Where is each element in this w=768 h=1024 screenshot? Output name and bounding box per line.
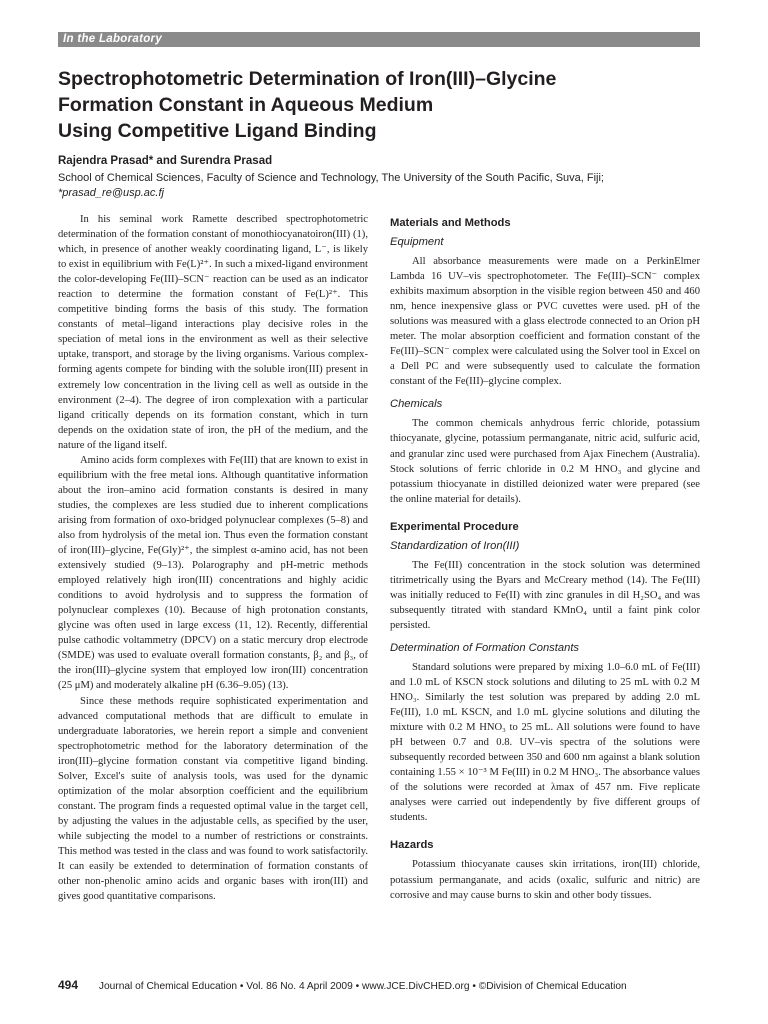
hazards-paragraph: Potassium thiocyanate causes skin irritations, iron(III) chloride, potassium permanganate, and acids (oxalic, sulfuric and nitric) are corrosive and may cause burns to skin and other body tissues. — [390, 859, 700, 901]
intro-paragraph-1: In his seminal work Ramette described spectrophotometric determination of the formation constant of monothiocyanatoiron(III) (1), which, in presence of another weakly coordinating ligand, L⁻, is likely to exist in equilibrium with Fe(L)²⁺. In such a mixed-ligand environment the color-developing Fe(III)–SCN⁻ reaction can be used as an indicator reaction to determine the formation constant of Fe(L)²⁺. This competitive binding forms the basis of this study. The formation constants of metal–ligand interactions play decisive roles in the speciation of metal ions in the environment as well as their selective uptake, transport, and storage by the living organisms. Various complex-forming agents compete for binding with the soluble iron(III) present in extremely low concentration in the living cell as well as outside in the environment (2–4). The degree of iron complexation with a particular ligand critically depends on its formation constant, which in turn depends on the oxidation state of iron, the pH of the medium, and the nature of the ligand itself. — [58, 214, 368, 451]
chemicals-paragraph: The common chemicals anhydrous ferric chloride, potassium thiocyanate, glycine, potassium permanganate, nitric acid, sulfuric acid, and granular zinc used were purchased from Ajax Finechem (Australia). Stock solutions of ferric chloride in 0.2 M HNO₃ and glycine and potassium thiocyanate in distilled deionized water were prepared (see the online material for details). — [390, 418, 700, 505]
equipment-paragraph: All absorbance measurements were made on a PerkinElmer Lambda 16 UV–vis spectrophotometer. The Fe(III)–SCN⁻ complex exhibits maximum absorption in the visible region between 450 and 460 nm, hence inexpensive glass or PVC cuvettes were used. pH of the solutions was measured with a glass electrode connected to an Orion pH meter. The molar absorption coefficient and formation constant of the Fe(III)–SCN⁻ complex were calculated using the Solver tool in Excel on a Dell PC and were subsequently used to calculate the formation constant of the Fe(III)–glycine complex. — [390, 256, 700, 388]
right-column — [390, 216, 700, 903]
equipment-heading: Equipment — [390, 236, 444, 248]
chemicals-heading: Chemicals — [390, 398, 443, 411]
title-line-2: Formation Constant in Aqueous Medium — [58, 94, 434, 116]
page-number: 494 — [58, 978, 79, 992]
page-footer — [58, 978, 708, 994]
standardization-paragraph: The Fe(III) concentration in the stock solution was determined titrimetrically using the Byars and McCreary method (14). The Fe(III) was initially reduced to Fe(II) with zinc granules in dil H₂SO₄ and was subsequently titrated with standard KMnO₄ until a faint pink color persisted. — [390, 559, 700, 631]
affiliation-block — [58, 171, 708, 201]
experimental-heading: Experimental Procedure — [390, 520, 519, 533]
section-header-bar — [58, 32, 700, 47]
materials-heading: Materials and Methods — [390, 217, 511, 229]
author-email[interactable]: *prasad_re@usp.ac.fj — [58, 187, 164, 199]
affiliation: School of Chemical Sciences, Faculty of Science and Technology, The University of the South Pacific, Suva, Fiji; — [58, 172, 604, 184]
author-list: Rajendra Prasad* and Surendra Prasad — [58, 155, 273, 167]
article-title — [58, 66, 708, 144]
intro-paragraph-3: Since these methods require sophisticated experimentation and advanced computational methods that are difficult to emulate in undergraduate laboratories, we herein report a simple and convenient spectrophotometric method for the laboratory determination of the iron(III)–glycine formation constant via competitive ligand binding. Solver, Excel's suite of analysis tools, was used for the dynamic optimization of the molar absorption coefficient and the equilibrium constant. The program finds a requested optimal value in the target cell, by adjusting the values in the adjustable cells, as specified by the user, while subjecting the model to a number of restrictions or constraints. This method was tested in the class and was found to work satisfactorily. It can easily be extended to determination of formation constants of other non-phenolic amino acids and organic bases with iron(III) and gives good quantitative comparisons. — [58, 695, 368, 903]
standardization-heading: Standardization of Iron(III) — [390, 539, 520, 552]
hazards-heading: Hazards — [390, 839, 434, 852]
formation-constants-heading: Determination of Formation Constants — [390, 641, 580, 654]
journal-citation: Journal of Chemical Education • Vol. 86 No. 4 April 2009 • www.JCE.DivCHED.org • ©Division of Chemical Education — [98, 981, 627, 992]
title-line-3: Using Competitive Ligand Binding — [58, 120, 377, 142]
left-column — [58, 212, 368, 904]
section-label: In the Laboratory — [63, 33, 163, 45]
formation-constants-paragraph: Standard solutions were prepared by mixing 1.0–6.0 mL of Fe(III) and 1.0 mL of KSCN stock solutions and diluting to 25 mL with 0.2 M HNO₃. Similarly the test solution was prepared by adding 2.0 mL Fe(III), 1.0 mL KSCN, and 1.0 mL glycine solutions and diluting the mixture with 0.2 M HNO₃ to 25 mL. All solutions were found to have pH between 0.7 and 0.8. UV–vis spectra of the solutions were subsequently recorded between 350 and 600 nm against a blank solution containing 1.55 × 10⁻³ M Fe(III) in 0.2 M HNO₃. The absorbance values of the solutions were recorded at λmax of 457 nm. Five replicate analyses were carried out independently by five different groups of students. — [390, 661, 700, 824]
title-line-1: Spectrophotometric Determination of Iron(III)–Glycine — [58, 68, 557, 90]
intro-paragraph-2: Amino acids form complexes with Fe(III) that are known to exist in equilibrium with the free metal ions. Although quantitative information about the iron–amino acid formation constants is desired in many studies, the complexes are less studied due to inherent complications arising from formation of oxo-bridged polynuclear complexes (5–8) and also from hydrolysis of the metal ion. Thus even the formation constant of iron(III)–glycine, Fe(Gly)²⁺, the simplest α-amino acid, has not been extensively studied (9–13). Polarography and pH-metric methods employed relatively high iron(III) concentrations and highly acidic conditions to avoid hydrolysis and to suppress the formation of polynuclear complexes (10). Because of high protonation constants, glycine was often used in large excess (11, 12). Recently, differential pulse cathodic voltammetry (DPCV) on a static mercury drop electrode (SMDE) was used to evaluate overall formation constants, β₂ and β₃, of the iron(III)–glycine system that employed low iron(III) concentration (25 μM) and moderately alkaline pH (6.36–9.05) (13). — [58, 454, 368, 692]
